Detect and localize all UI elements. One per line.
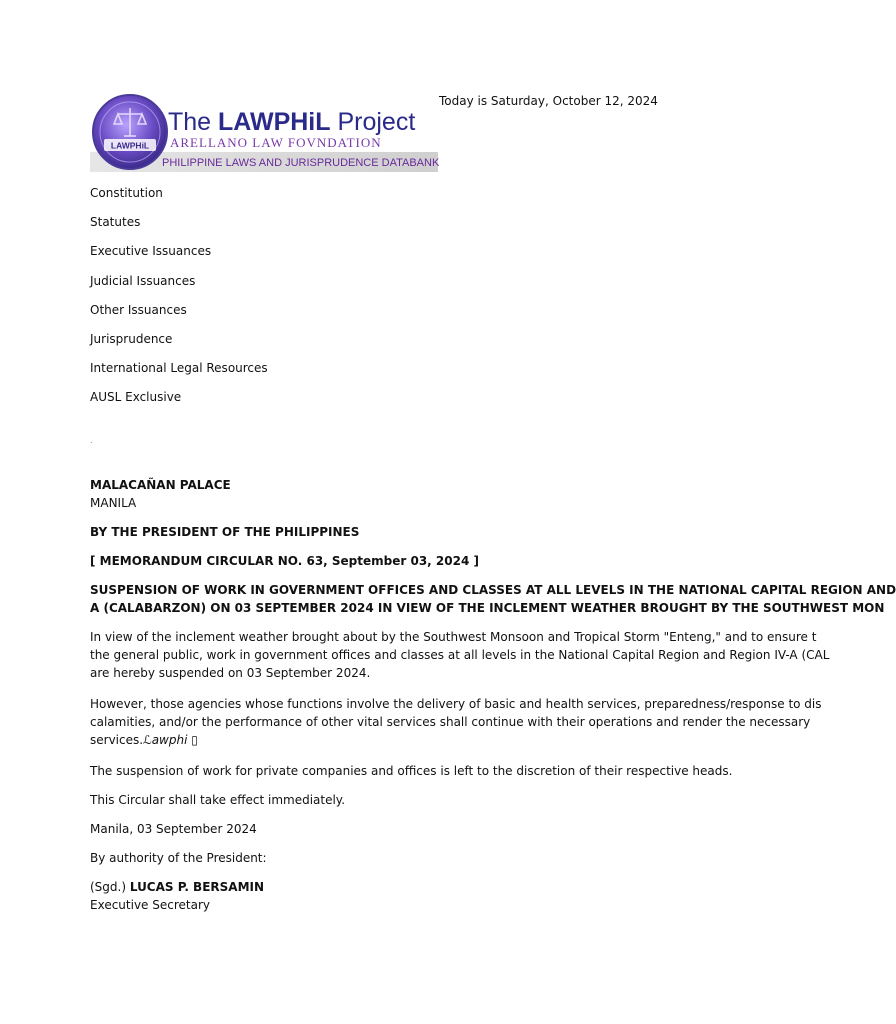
paragraph-line: In view of the inclement weather brought about by the Southwest Monsoon and Tropical Storm "Enteng," and to ensure t — [90, 630, 817, 644]
paragraph-line-last — [90, 731, 822, 749]
lawphil-logo-image — [90, 92, 438, 172]
main-nav — [90, 185, 268, 419]
paragraph-line: are hereby suspended on 03 September 2024. — [90, 666, 371, 680]
paragraph-line: However, those agencies whose functions involve the delivery of basic and health services, preparedness/response to dis — [90, 697, 822, 711]
subject-heading — [90, 581, 896, 617]
signature-line — [90, 878, 264, 896]
signed-prefix: (Sgd.) — [90, 880, 130, 894]
paragraph-line: calamities, and/or the performance of other vital services shall continue with their operations and render the necessary — [90, 715, 811, 729]
nav-item-ausl-exclusive[interactable]: AUSL Exclusive — [90, 390, 182, 405]
nav-item-constitution[interactable]: Constitution — [90, 186, 163, 200]
issuer: MALACAÑAN PALACE — [90, 478, 231, 492]
signatory-name: LUCAS P. BERSAMIN — [129, 880, 265, 894]
paragraph-3: The suspension of work for private companies and offices is left to the discretion of their respective heads. — [90, 764, 733, 778]
by-authority: By authority of the President: — [90, 851, 267, 865]
subject-line: SUSPENSION OF WORK IN GOVERNMENT OFFICES AND CLASSES AT ALL LEVELS IN THE NATIONAL CAPITAL REGION AND — [90, 583, 896, 597]
place-date: Manila, 03 September 2024 — [90, 822, 257, 836]
nav-item-international-legal-resources[interactable]: International Legal Resources — [90, 361, 268, 376]
nav-item-other-issuances[interactable]: Other Issuances — [90, 302, 187, 317]
paragraph-1 — [90, 628, 829, 682]
subject-line: A (CALABARZON) ON 03 SEPTEMBER 2024 IN VIEW OF THE INCLEMENT WEATHER BROUGHT BY THE SOUTHWEST MON — [90, 601, 885, 615]
logo-title: The LAWPHiL Project — [168, 108, 416, 136]
nav-item-jurisprudence[interactable]: Jurisprudence — [90, 331, 173, 346]
paragraph-text: services. — [90, 733, 144, 747]
nav-item-statutes[interactable]: Statutes — [90, 215, 141, 230]
paragraph-4: This Circular shall take effect immediately. — [90, 793, 346, 807]
logo-tagline: PHILIPPINE LAWS AND JURISPRUDENCE DATABANK — [162, 157, 440, 169]
circular-title: [ MEMORANDUM CIRCULAR NO. 63, September 03, 2024 ] — [90, 554, 479, 568]
today-date: Today is Saturday, October 12, 2024 — [439, 94, 658, 108]
watermark-text: ℒawphi ▯ — [143, 733, 198, 747]
nav-item-judicial-issuances[interactable]: Judicial Issuances — [90, 273, 196, 288]
nav-item-executive-issuances[interactable]: Executive Issuances — [90, 244, 212, 259]
paragraph-2 — [90, 695, 822, 749]
logo-subtitle: ARELLANO LAW FOVNDATION — [170, 135, 382, 150]
authority-line: BY THE PRESIDENT OF THE PHILIPPINES — [90, 525, 360, 539]
seal-text: LAWPHiL — [110, 140, 150, 151]
issuer-city: MANILA — [90, 496, 137, 510]
signatory-title: Executive Secretary — [90, 898, 210, 912]
separator-dot: . — [90, 436, 93, 445]
paragraph-line: the general public, work in government offices and classes at all levels in the National Capital Region and Region IV-A (CAL — [90, 648, 830, 662]
lawphil-logo[interactable] — [90, 92, 438, 172]
